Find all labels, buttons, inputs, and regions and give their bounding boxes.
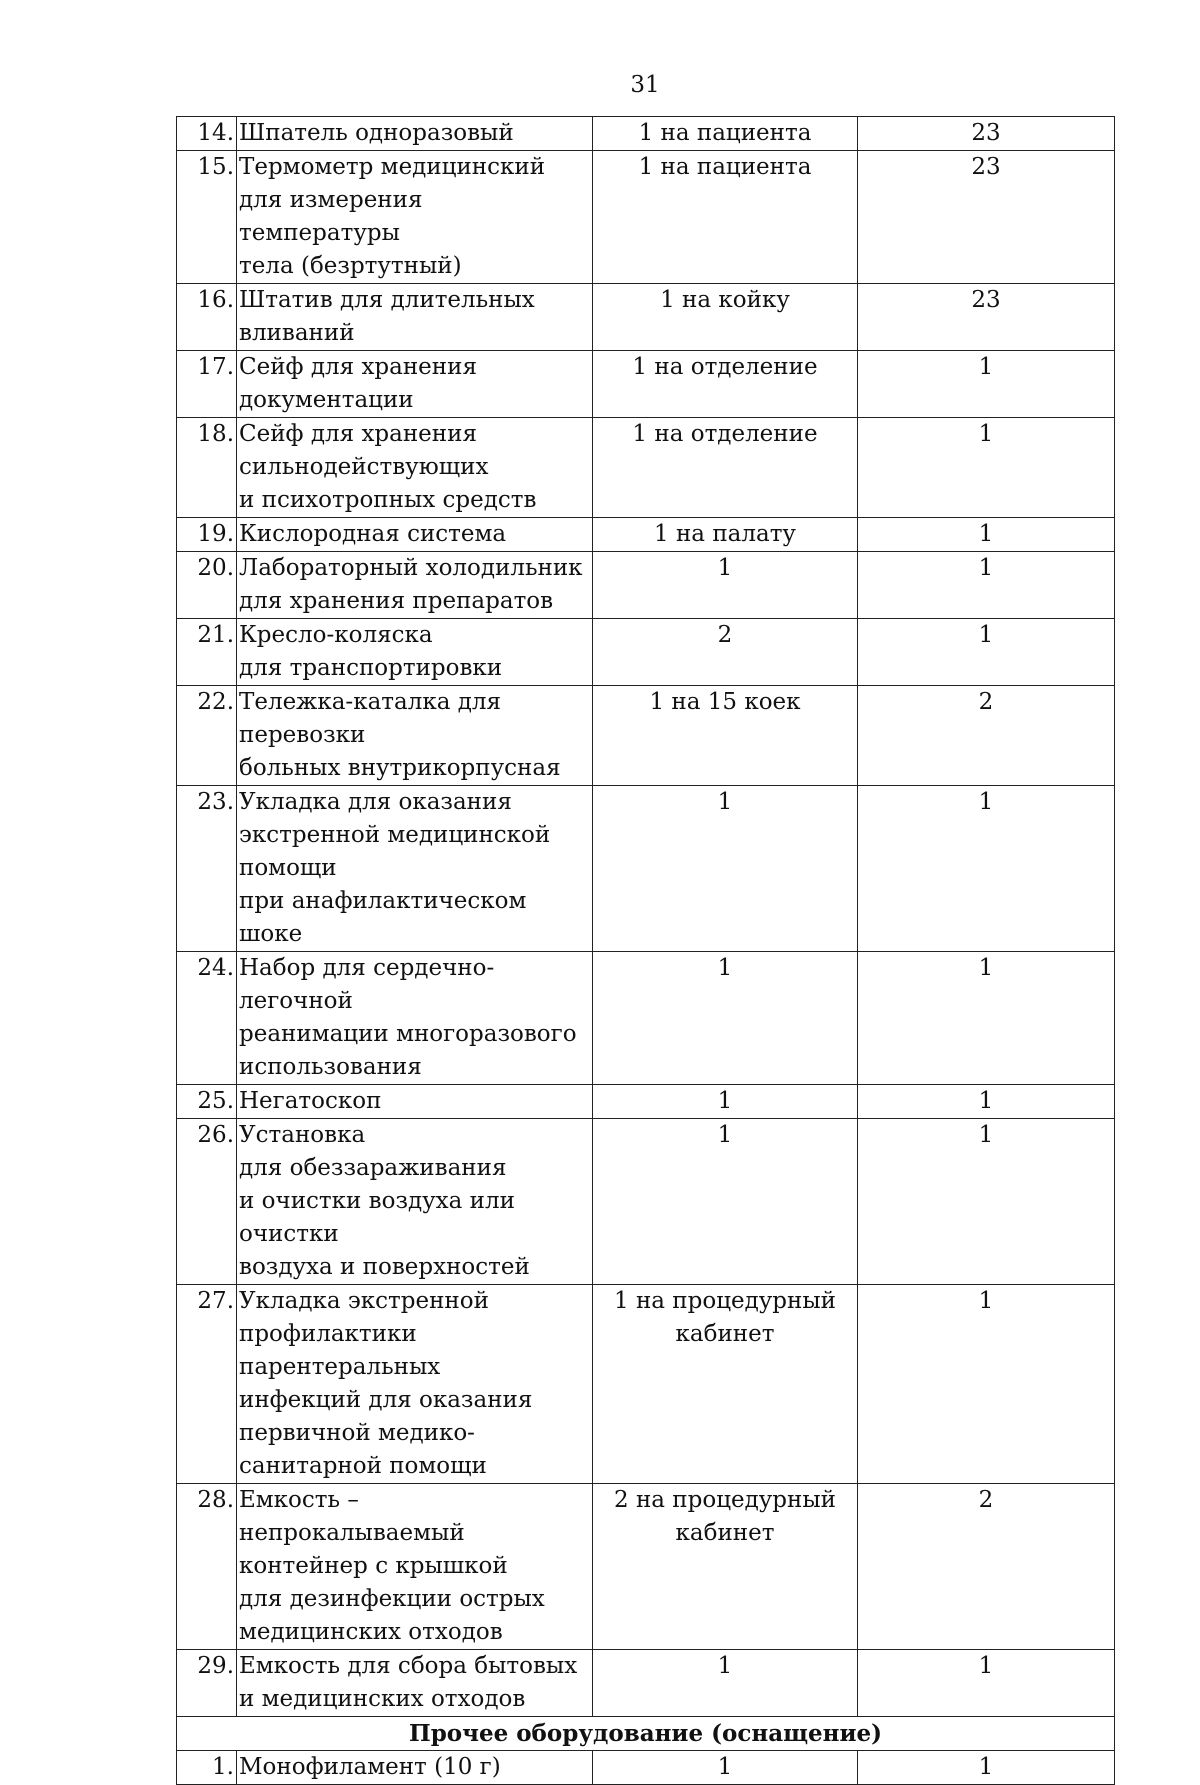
cell-num: 19. [177,518,237,552]
table-row [177,418,1115,518]
cell-num: 17. [177,351,237,418]
cell-norm: 1 на 15 коек [593,686,858,786]
table-row [177,1751,1115,1785]
cell-num: 26. [177,1119,237,1285]
equipment-table [176,116,1115,1785]
cell-num: 27. [177,1285,237,1484]
cell-qty: 1 [858,1119,1115,1285]
section-header-row [177,1717,1115,1751]
cell-qty: 23 [858,117,1115,151]
table-row [177,284,1115,351]
cell-qty: 1 [858,1650,1115,1717]
table-row [177,117,1115,151]
table-row [177,952,1115,1085]
cell-norm: 1 [593,1751,858,1785]
cell-num: 1. [177,1751,237,1785]
cell-name: Термометр медицинский для измерения температуры тела (безртутный) [237,151,593,284]
cell-norm: 1 [593,1119,858,1285]
cell-name: Укладка экстренной профилактики парентеральных инфекций для оказания первичной медико- санитарной помощи [237,1285,593,1484]
cell-qty: 1 [858,786,1115,952]
table-row [177,1085,1115,1119]
cell-qty: 2 [858,686,1115,786]
cell-name: Сейф для хранения документации [237,351,593,418]
cell-norm: 1 на процедурный кабинет [593,1285,858,1484]
cell-qty: 23 [858,151,1115,284]
cell-num: 25. [177,1085,237,1119]
cell-norm: 1 [593,552,858,619]
table-row [177,1484,1115,1650]
cell-num: 22. [177,686,237,786]
table-row [177,686,1115,786]
cell-norm: 1 на палату [593,518,858,552]
cell-num: 29. [177,1650,237,1717]
cell-norm: 1 на пациента [593,151,858,284]
cell-norm: 1 на пациента [593,117,858,151]
table-row [177,786,1115,952]
cell-num: 23. [177,786,237,952]
cell-qty: 1 [858,552,1115,619]
cell-qty: 1 [858,351,1115,418]
cell-name: Негатоскоп [237,1085,593,1119]
cell-qty: 1 [858,619,1115,686]
cell-qty: 1 [858,1751,1115,1785]
cell-qty: 1 [858,1285,1115,1484]
cell-qty: 1 [858,418,1115,518]
cell-name: Емкость – непрокалываемый контейнер с крышкой для дезинфекции острых медицинских отходов [237,1484,593,1650]
cell-qty: 23 [858,284,1115,351]
table-row [177,151,1115,284]
cell-name: Кислородная система [237,518,593,552]
cell-qty: 1 [858,952,1115,1085]
cell-name: Установка для обеззараживания и очистки воздуха или очистки воздуха и поверхностей [237,1119,593,1285]
cell-norm: 1 на отделение [593,418,858,518]
cell-qty: 2 [858,1484,1115,1650]
cell-name: Емкость для сбора бытовых и медицинских отходов [237,1650,593,1717]
cell-norm: 1 [593,1085,858,1119]
cell-qty: 1 [858,1085,1115,1119]
table-row [177,1650,1115,1717]
cell-name: Шпатель одноразовый [237,117,593,151]
cell-num: 16. [177,284,237,351]
section-title: Прочее оборудование (оснащение) [177,1717,1115,1751]
table-row [177,518,1115,552]
cell-norm: 2 [593,619,858,686]
table-row [177,351,1115,418]
cell-name: Штатив для длительных вливаний [237,284,593,351]
cell-norm: 1 [593,952,858,1085]
table-row [177,552,1115,619]
cell-num: 20. [177,552,237,619]
cell-name: Укладка для оказания экстренной медицинской помощи при анафилактическом шоке [237,786,593,952]
cell-name: Монофиламент (10 г) [237,1751,593,1785]
table-row [177,1285,1115,1484]
cell-norm: 1 [593,1650,858,1717]
cell-qty: 1 [858,518,1115,552]
cell-num: 21. [177,619,237,686]
cell-norm: 1 [593,786,858,952]
page-number: 31 [630,72,660,98]
cell-name: Кресло-коляска для транспортировки [237,619,593,686]
cell-num: 28. [177,1484,237,1650]
table-row [177,1119,1115,1285]
cell-norm: 1 на отделение [593,351,858,418]
cell-num: 24. [177,952,237,1085]
cell-norm: 2 на процедурный кабинет [593,1484,858,1650]
cell-name: Набор для сердечно-легочной реанимации многоразового использования [237,952,593,1085]
cell-num: 14. [177,117,237,151]
cell-num: 15. [177,151,237,284]
cell-name: Сейф для хранения сильнодействующих и психотропных средств [237,418,593,518]
table-row [177,619,1115,686]
cell-name: Лабораторный холодильник для хранения препаратов [237,552,593,619]
cell-num: 18. [177,418,237,518]
cell-norm: 1 на койку [593,284,858,351]
cell-name: Тележка-каталка для перевозки больных внутрикорпусная [237,686,593,786]
